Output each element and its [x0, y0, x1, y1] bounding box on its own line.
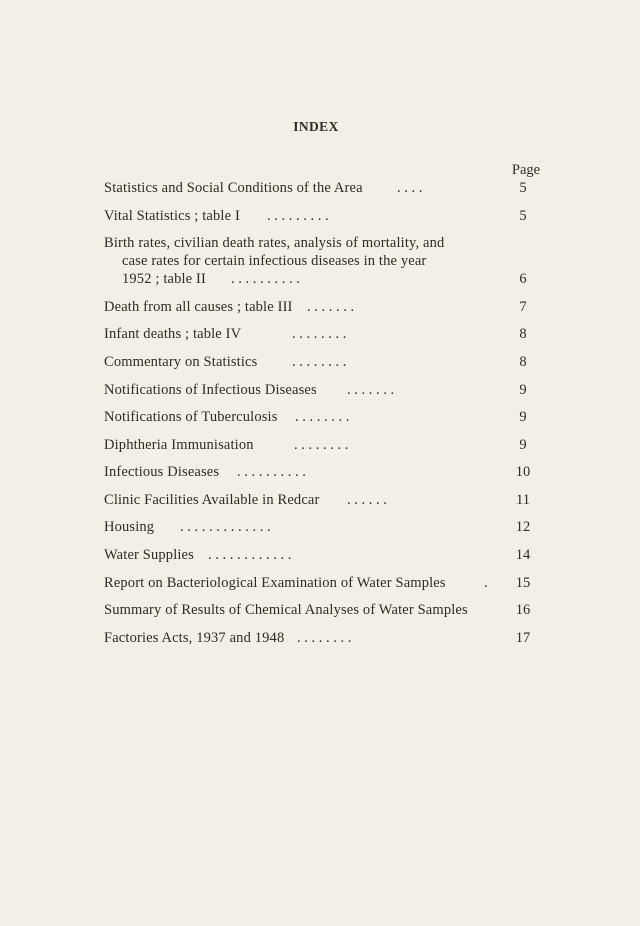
entry-text: Commentary on Statistics	[104, 354, 258, 370]
leader-dots: . . . . . . . .	[294, 437, 349, 453]
entry-text-continued: case rates for certain infectious diseases in the year	[122, 253, 427, 269]
leader-dots: . . . . . . .	[307, 299, 355, 315]
leader-dots: . . . . . . . . . .	[231, 271, 300, 287]
entry-text: Death from all causes ; table III	[104, 299, 293, 315]
entry-text: Report on Bacteriological Examination of Water Samples	[104, 575, 446, 591]
entry-text: Vital Statistics ; table I	[104, 208, 240, 224]
entry-page-number: 15	[515, 575, 531, 591]
entry-page-number: 14	[515, 547, 531, 563]
entry-text: Diphtheria Immunisation	[104, 437, 254, 453]
entry-page-number: 16	[515, 602, 531, 618]
leader-dots: . . . . . . . . .	[267, 208, 329, 224]
entry-text: Infectious Diseases	[104, 464, 220, 480]
entry-page-number: 17	[515, 630, 531, 646]
leader-dots: .	[484, 575, 488, 591]
leader-dots: . . . . . . . .	[295, 409, 350, 425]
leader-dots: . . . . . . . .	[292, 354, 347, 370]
entry-text: Factories Acts, 1937 and 1948	[104, 630, 285, 646]
entry-page-number: 8	[519, 326, 527, 342]
leader-dots: . . . . . . .	[347, 382, 395, 398]
page-column-heading: Page	[511, 162, 541, 178]
entry-text: Water Supplies	[104, 547, 194, 563]
entry-text: Infant deaths ; table IV	[104, 326, 242, 342]
index-title: INDEX	[293, 119, 339, 134]
entry-page-number: 11	[516, 492, 530, 508]
leader-dots: . . . . . . . .	[292, 326, 347, 342]
entry-text: Statistics and Social Conditions of the Area	[104, 180, 363, 196]
entry-text: Summary of Results of Chemical Analyses of Water Samples	[104, 602, 468, 618]
leader-dots: . . . . . . . . . . . . .	[180, 519, 271, 535]
entry-page-number: 8	[519, 354, 527, 370]
entry-page-number: 9	[519, 437, 527, 453]
leader-dots: . . . . . . . .	[297, 630, 352, 646]
leader-dots: . . . . . .	[347, 492, 387, 508]
entry-page-number: 9	[519, 409, 527, 425]
entry-text: Housing	[104, 519, 155, 535]
leader-dots: . . . . . . . . . .	[237, 464, 306, 480]
entry-text: Birth rates, civilian death rates, analysis of mortality, and	[104, 235, 445, 251]
entry-page-number: 12	[515, 519, 531, 535]
entry-page-number: 7	[519, 299, 527, 315]
entry-text: Notifications of Infectious Diseases	[104, 382, 317, 398]
entry-page-number: 10	[515, 464, 531, 480]
entry-page-number: 5	[519, 180, 527, 196]
entry-page-number: 5	[519, 208, 527, 224]
entry-page-number: 9	[519, 382, 527, 398]
leader-dots: . . . .	[397, 180, 423, 196]
entry-text: Clinic Facilities Available in Redcar	[104, 492, 320, 508]
entry-text: Notifications of Tuberculosis	[104, 409, 278, 425]
entry-page-number: 6	[519, 271, 527, 287]
leader-dots: . . . . . . . . . . . .	[208, 547, 292, 563]
entry-text-continued: 1952 ; table II	[122, 271, 206, 287]
